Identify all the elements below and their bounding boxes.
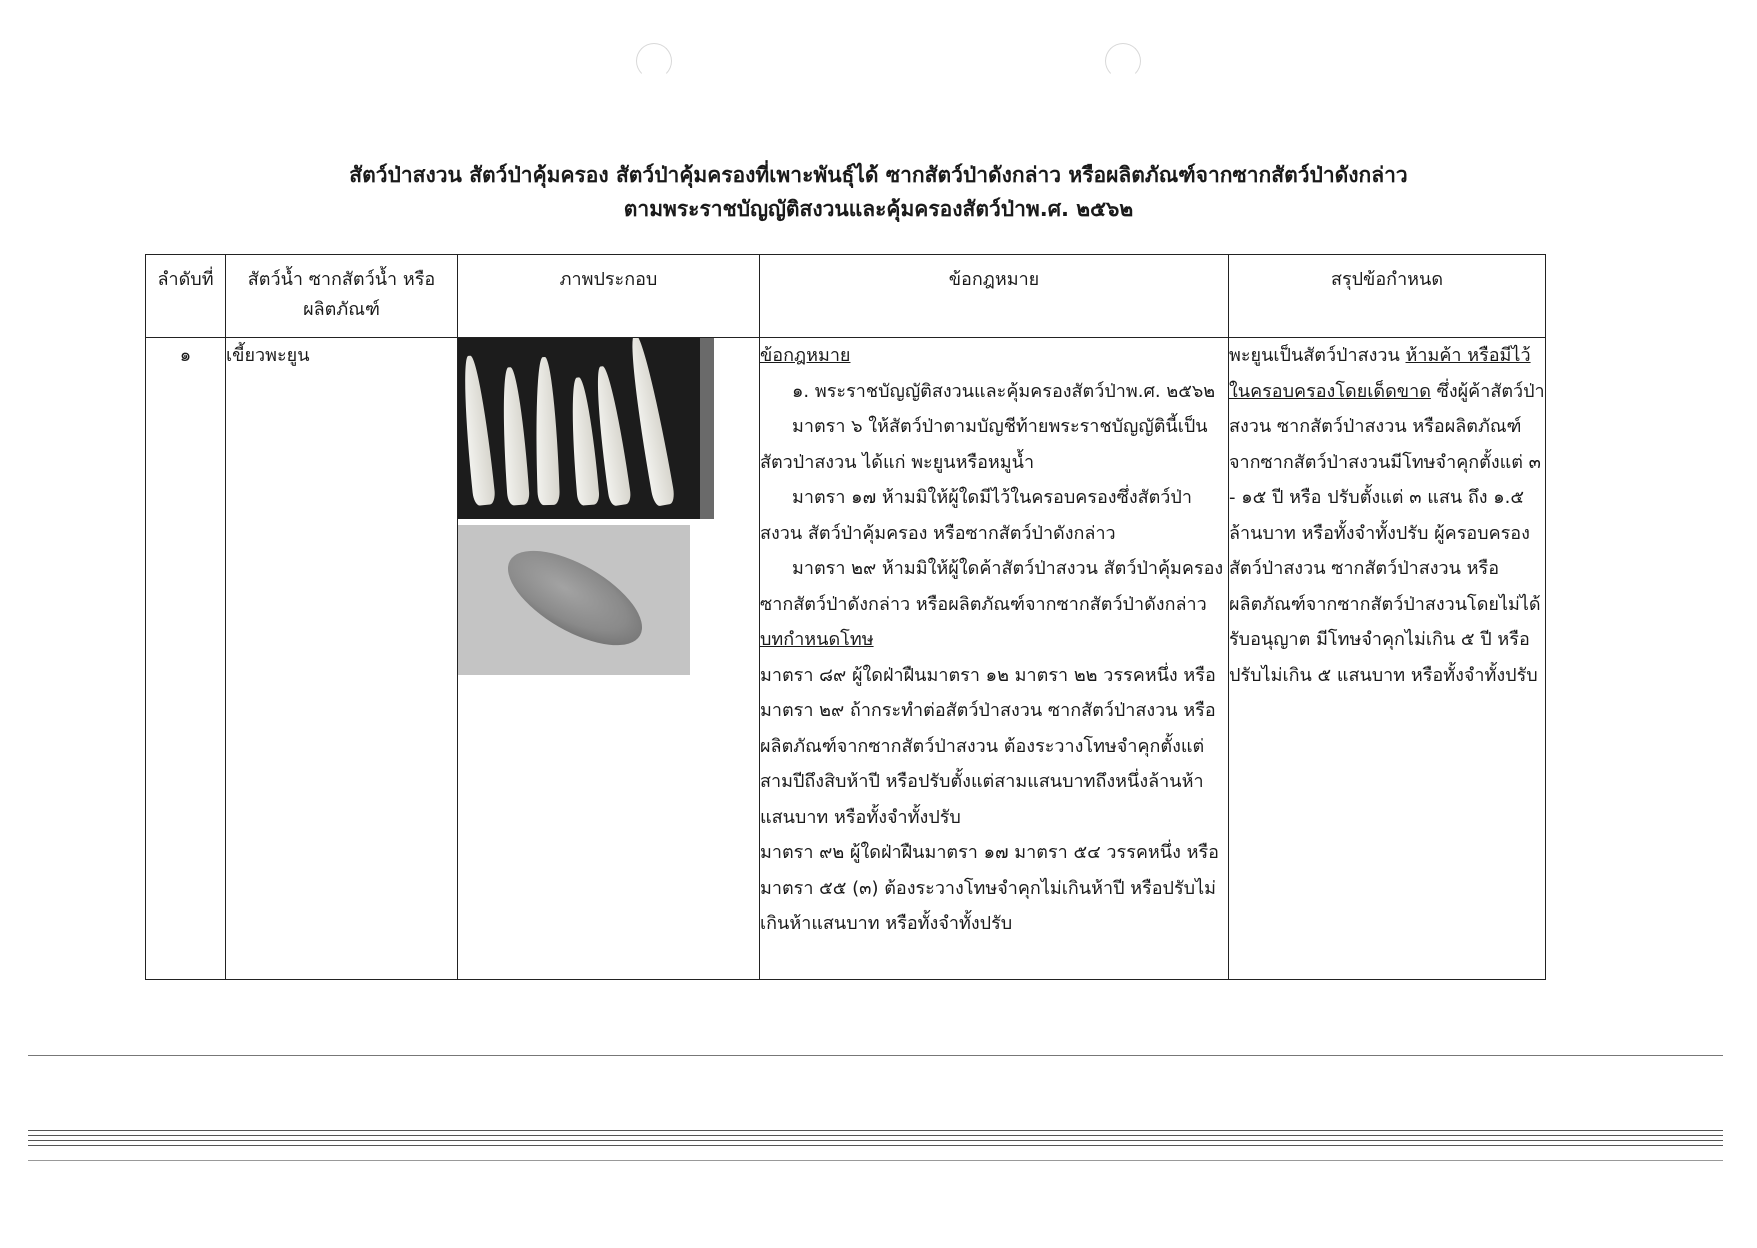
header-animal: สัตว์น้ำ ซากสัตว์น้ำ หรือผลิตภัณฑ์ — [226, 255, 458, 338]
header-image: ภาพประกอบ — [458, 255, 760, 338]
table-row — [146, 338, 1546, 980]
title-line-2: ตามพระราชบัญญัติสงวนและคุ้มครองสัตว์ป่าพ.ศ. ๒๕๖๒ — [623, 197, 1134, 221]
summary-intro: พะยูนเป็นสัตว์ป่าสงวน — [1229, 345, 1406, 366]
punch-hole-right — [1105, 43, 1141, 79]
summary-body: ซึ่งผู้ค้าสัตว์ป่าสงวน ซากสัตว์ป่าสงวน หรือผลิตภัณฑ์จากซากสัตว์ป่าสงวนมีโทษจำคุกตั้งแต่ ๓ - ๑๕ ปี หรือ ปรับตั้งแต่ ๓ แสน ถึง ๑.๕ ล้านบาท หรือทั้งจำทั้งปรับ ผู้ครอบครองสัตว์ป่าสงวน ซากสัตว์ป่าสงวน หรือผลิตภัณฑ์จากซากสัตว์ป่าสงวนโดยไม่ได้รับอนุญาต มีโทษจำคุกไม่เกิน ๕ ปี หรือปรับไม่เกิน ๕ แสนบาท หรือทั้งจำทั้งปรับ — [1229, 380, 1545, 686]
legal-heading: ข้อกฎหมาย — [760, 345, 851, 366]
header-summary: สรุปข้อกำหนด — [1229, 255, 1546, 338]
footer-rule-6 — [28, 1160, 1723, 1161]
legal-act: ๑. พระราชบัญญัติสงวนและคุ้มครองสัตว์ป่าพ.ศ. ๒๕๖๒ — [792, 380, 1216, 402]
table-header-row — [146, 255, 1546, 338]
penalty-section-89: มาตรา ๘๙ ผู้ใดฝ่าฝืนมาตรา ๑๒ มาตรา ๒๒ วรรคหนึ่ง หรือมาตรา ๒๙ ถ้ากระทำต่อสัตว์ป่าสงวน ซากสัตว์ป่าสงวน หรือผลิตภัณฑ์จากซากสัตว์ป่าสงวน ต้องระวางโทษจำคุกตั้งแต่สามปีถึงสิบห้าปี หรือปรับตั้งแต่สามแสนบาทถึงหนึ่งล้านห้าแสนบาท หรือทั้งจำทั้งปรับ — [760, 664, 1216, 828]
legal-section-17: มาตรา ๑๗ ห้ามมิให้ผู้ใดมีไว้ในครอบครองซึ่งสัตว์ป่าสงวน สัตว์ป่าคุ้มครอง หรือซากสัตว์ป่าดังกล่าว — [760, 487, 1192, 544]
penalty-section-92: มาตรา ๙๒ ผู้ใดฝ่าฝืนมาตรา ๑๗ มาตรา ๕๔ วรรคหนึ่ง หรือมาตรา ๕๕ (๓) ต้องระวางโทษจำคุกไม่เกินห้าปี หรือปรับไม่เกินห้าแสนบาท หรือทั้งจำทั้งปรับ — [760, 842, 1219, 934]
punch-hole-left — [636, 43, 672, 79]
legal-text-cell — [760, 338, 1229, 980]
footer-rule-5 — [28, 1145, 1723, 1146]
dugong-tusks-photo — [458, 338, 714, 519]
title-line-1: สัตว์ป่าสงวน สัตว์ป่าคุ้มครอง สัตว์ป่าคุ้มครองที่เพาะพันธุ์ได้ ซากสัตว์ป่าดังกล่าว หรือผลิตภัณฑ์จากซากสัตว์ป่าดังกล่าว — [349, 163, 1408, 187]
regulation-table — [145, 254, 1546, 980]
legal-section-6: มาตรา ๖ ให้สัตว์ป่าตามบัญชีท้ายพระราชบัญญัตินี้เป็นสัตวป่าสงวน ได้แก่ พะยูนหรือหมูน้ำ — [760, 416, 1208, 473]
row-number: ๑ — [146, 338, 226, 980]
summary-cell — [1229, 338, 1546, 980]
row-image-cell — [458, 338, 760, 980]
summary-prohibition: ห้ามค้า หรือมีไว้ในครอบครองโดยเด็ดขาด — [1229, 345, 1531, 402]
footer-rule-2 — [28, 1130, 1723, 1131]
legal-section-29: มาตรา ๒๙ ห้ามมิให้ผู้ใดค้าสัตว์ป่าสงวน สัตว์ป่าคุ้มครอง ซากสัตว์ป่าดังกล่าว หรือผลิตภัณฑ์จากซากสัตว์ป่าดังกล่าว — [760, 558, 1224, 615]
footer-rule-1 — [28, 1055, 1723, 1056]
header-legal: ข้อกฎหมาย — [760, 255, 1229, 338]
penalty-heading: บทกำหนดโทษ — [760, 629, 874, 650]
document-title — [0, 158, 1757, 226]
dugong-tusk-closeup-photo — [458, 525, 690, 675]
header-number: ลำดับที่ — [146, 255, 226, 338]
footer-rule-3 — [28, 1135, 1723, 1136]
footer-rule-4 — [28, 1140, 1723, 1141]
row-animal: เขี้ยวพะยูน — [226, 338, 458, 980]
